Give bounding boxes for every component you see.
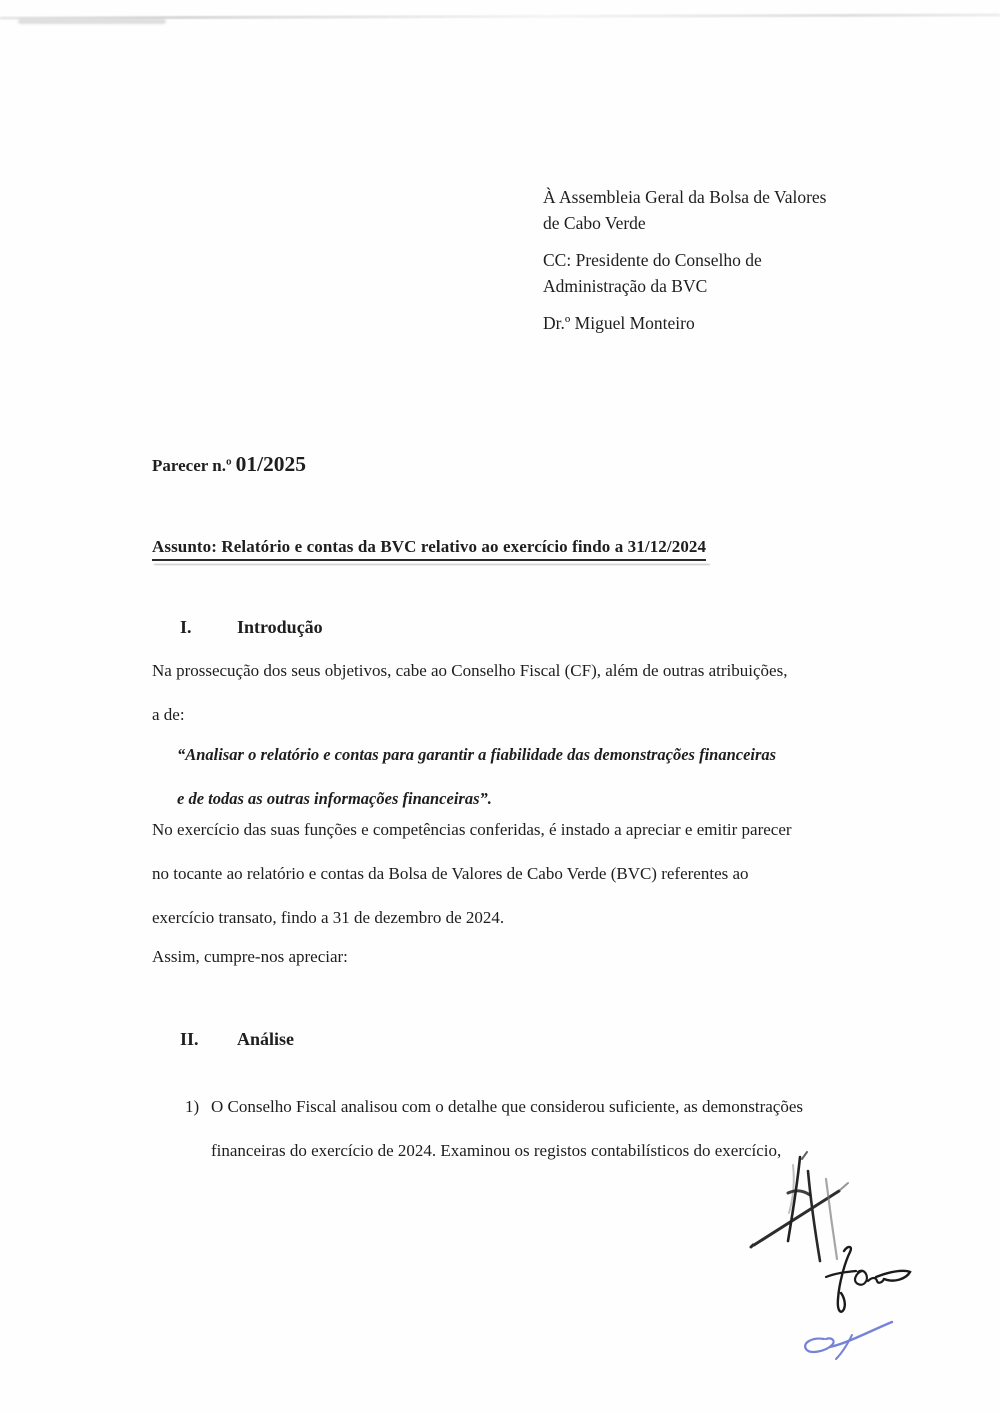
opinion-reference [152,452,306,477]
paragraph-line: exercício transato, findo a 31 de dezembro de 2024. [152,908,505,927]
section-heading-analise [180,1029,294,1050]
quote-line: “Analisar o relatório e contas para garantir a fiabilidade das demonstrações financeiras [177,745,777,764]
quote-line: e de todas as outras informações financeiras”. [177,789,492,808]
recipient-address [543,184,888,236]
attention-line: Dr.º Miguel Monteiro [543,313,695,333]
paragraph-line: no tocante ao relatório e contas da Bolsa de Valores de Cabo Verde (BVC) referentes ao [152,864,749,883]
recipient-cc [543,247,888,299]
recipient-attention [543,310,888,336]
reference-number: 01/2025 [235,452,307,476]
recipient-line: À Assembleia Geral da Bolsa de Valores [543,187,827,207]
blue-ink-signature-icon [794,1317,902,1363]
intro-paragraph-1 [152,649,787,737]
subject-line: Assunto: Relatório e contas da BVC relativo ao exercício findo a 31/12/2024 [152,537,706,561]
section-heading-introducao [180,617,323,638]
analysis-item-1 [185,1085,803,1173]
cc-line: Administração da BVC [543,276,708,296]
section-numeral: II. [180,1029,199,1049]
section-numeral: I. [180,617,192,637]
scanner-artifact-smudge [18,19,166,24]
intro-paragraph-2 [152,808,792,940]
reference-label: Parecer n.º [152,456,232,475]
paragraph-line: No exercício das suas funções e competências conferidas, é instado a apreciar e emitir parecer [152,820,792,839]
black-ink-signature-icon [814,1241,914,1321]
paragraph-line: financeiras do exercício de 2024. Examinou os registos contabilísticos do exercício, [211,1141,782,1160]
recipient-address-block [543,184,888,347]
section-title: Análise [237,1029,295,1049]
recipient-line: de Cabo Verde [543,213,646,233]
list-item-marker: 1) [185,1097,200,1116]
section-title: Introdução [237,617,323,637]
paragraph-line: Assim, cumpre-nos apreciar: [152,947,348,966]
cc-line: CC: Presidente do Conselho de [543,250,762,270]
paragraph-line: Na prossecução dos seus objetivos, cabe ao Conselho Fiscal (CF), além de outras atribuições, [152,661,788,680]
list-item-body [211,1085,803,1173]
paragraph-line: O Conselho Fiscal analisou com o detalhe que considerou suficiente, as demonstrações [211,1097,804,1116]
intro-paragraph-3 [152,935,348,979]
paragraph-line: a de: [152,705,185,724]
